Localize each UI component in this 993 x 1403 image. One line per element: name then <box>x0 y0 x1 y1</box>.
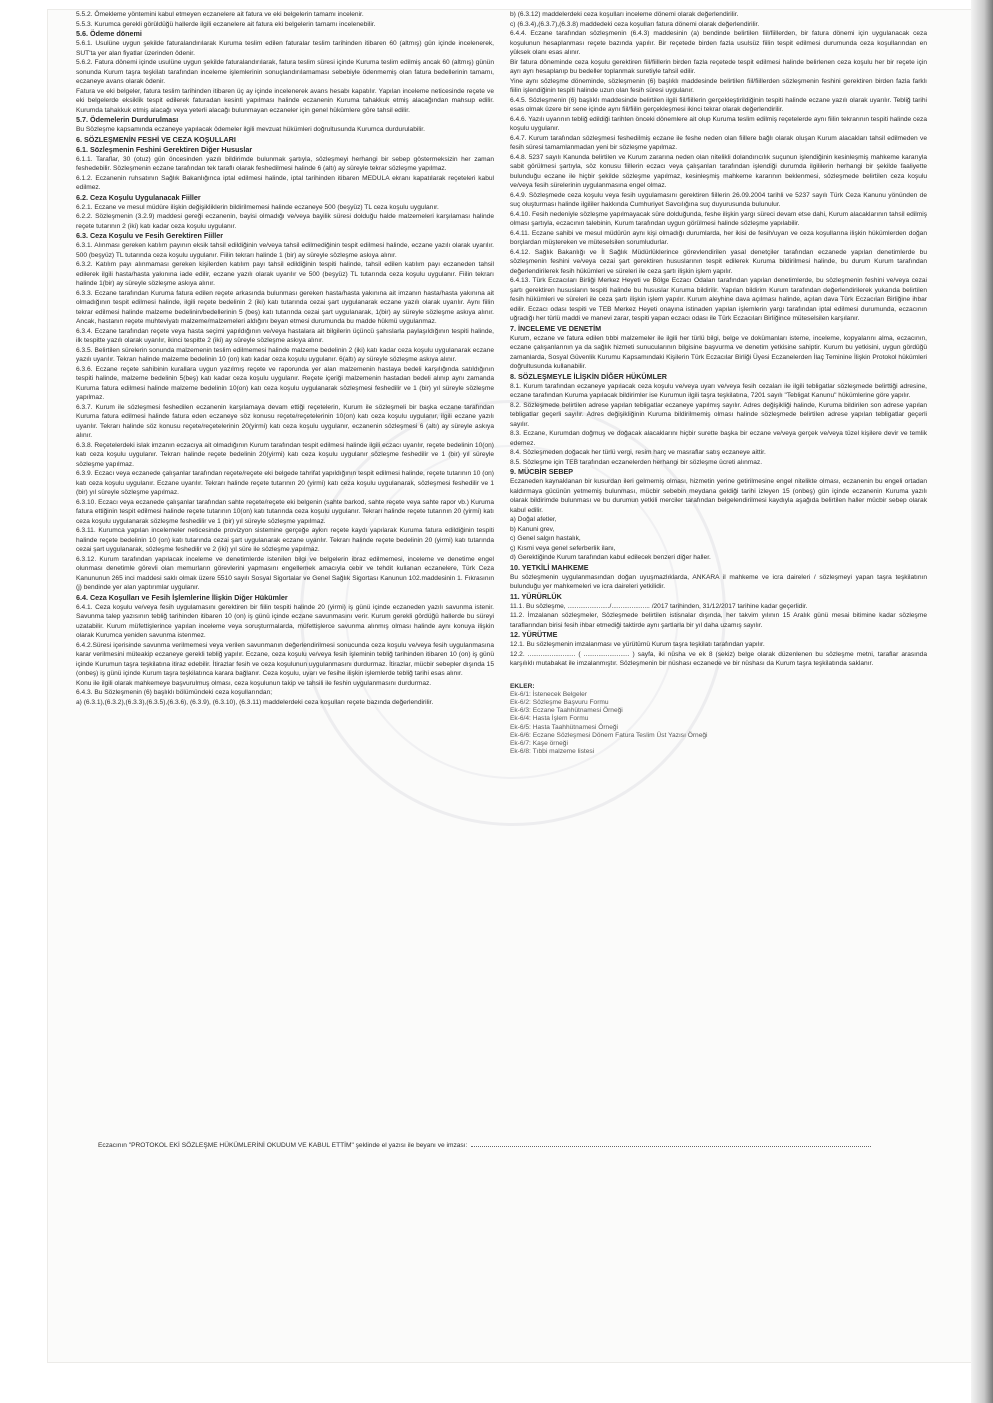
attachment-item: Ek-6/3: Eczane Taahhütnamesi Örneği <box>510 707 623 715</box>
section-heading: 7. İNCELEME VE DENETİM <box>510 323 602 333</box>
paragraph: 6.3.8. Reçetelerdeki islak imzanın eczacıya ait olmadığının Kurum tarafından tespit edilmesi halinde ilgili eczacı uyarılır, reçete bedelinin 10(on) katı ceza koşulu uygulanır. Tekrarı halinde reçete bedelinin 20(yirmi) katı ceza koşulu uygulanır sözleşme feshedilir ve 1 (bir) yıl süreyle sözleşme yapılmaz. <box>76 441 494 468</box>
paragraph: 6.4.4. Eczane tarafından sözleşmenin (6.4.3) maddesinin (a) bendinde belirtilen fiil/fiillerden, bir fatura dönemi için uygulanacak ceza koşulunun hesaplanması reçete bazında yapılır. Bir reçetede birden fazla usulsüz fiilin tespit edilmesi durumunda ceza koşullarından en yüksek olanı esas alınır. <box>510 30 927 56</box>
paragraph: 5.5.2. Ömekleme yöntemini kabul etmeyen eczanelere ait fatura ve eki belgelerin tamamı incelenir. <box>76 11 364 18</box>
paragraph: 5.6.1. Usulüne uygun şekilde faturalandırılarak Kuruma teslim edilen faturalar teslim tarihinden itibaren 60 (altmış) gün içinde incelenerek, SUT'ta yer alan fiyatlar üzerinden ödenir. <box>76 40 494 57</box>
paragraph: 6.4.9. Sözleşmede ceza koşulu veya fesih uygulamasını gerektiren fiillerin 26.09.2004 tarihli ve 5237 sayılı Türk Ceza Kanunu yönünden de suç oluşturması halinde ilgililer hakkında Cumhuriyet Savcılığına suç duyurusunda bulunulur. <box>510 191 927 208</box>
paragraph: 6.3.7. Kurum ile sözleşmesi feshedilen eczanenin karşılamaya devam ettiği reçetelerin, Kurum ile sözleşmeli bir başka eczane tarafından Kuruma fatura edilmesi halinde fatura eden eczaneye söz konusu reçete/reçetelerinin 10(on) katı ceza koşulu uygulanır, ilgili eczane yazılı uyarılır. Tekrarı halinde söz konusu reçete/reçetelerinin 20(yirmi) katı ceza koşulu uygulanır, eczanenin sözleşmesi 6 (altı) ay süreyle askıya alınır. <box>76 403 494 439</box>
section-heading: 9. MÜCBİR SEBEP <box>510 467 574 476</box>
attachments-list <box>510 683 927 757</box>
attachment-item: Ek-6/1: İstenecek Belgeler <box>510 690 587 698</box>
section-heading: 12. YÜRÜTME <box>510 630 558 639</box>
signature-declaration <box>98 1140 928 1150</box>
paragraph: b) (6.3.12) maddelerdeki ceza koşulları inceleme dönemi olarak değerlendirilir. <box>510 11 739 18</box>
paragraph: 6.2.1. Eczane ve mesul müdüre ilişkin değişikliklerin bildirilmemesi halinde eczaneye 500 (beşyüz) TL ceza koşulu uygulanır. <box>76 203 439 211</box>
paragraph: 6.2.2. Sözleşmenin (3.2.9) maddesi gereği eczanenin, bayisi olmadığı ve/veya bayilik süresi dolduğu halde malzemeleri karşılaması halinde reçete tutarının 2 (iki) katı kadar ceza koşulu uygulanır. <box>76 213 494 230</box>
paragraph: 6.4.10. Fesih nedeniyle sözleşme yapılmayacak süre dolduğunda, feshe ilişkin yargı süreci devam etse dahi, Kurum alacaklarının tahsil edilmiş olması şartıyla, eczacının talebinin, Kurum tarafından uygun görülmesi halinde sözleşme yapılabilir. <box>510 210 927 227</box>
attachment-item: Ek-6/2: Sözleşme Başvuru Formu <box>510 698 609 706</box>
paragraph: 6.4.7. Kurum tarafından sözleşmesi feshedilmiş eczane ile feshe neden olan fiillere bağlı olarak oluşan Kurum alacakları tahsil edilmeden ve fesih süresi tamamlanmadan yeni bir sözleşme yapılmaz. <box>510 134 927 151</box>
paragraph: 6.4.1. Ceza koşulu ve/veya fesih uygulamasını gerektiren bir fiilin tespiti halinde 20 (yirmi) iş günü içinde eczaneden yazılı savunma istenir. Savunma talep yazısının tebliğ tarihinden itibaren 10 (on) iş günü içinde eczane savunmasını verir. Kurum gerekli gördüğü hallerde bu süreyi uzatabilir. Kurum müfettişlerince yapılan inceleme veya soruşturmalarda, müfettişlerce savunma alınmış olması halinde aynı konuya ilişkin olarak Kurumca yeniden savunma istenmez. <box>76 603 494 639</box>
paragraph: 6.3.2. Katılım payı alınmaması gereken kişilerden katılım payı tahsil edildiğinin tespiti halinde, tahsil edilen katılım payı eczaneden tahsil edilerek ilgili hasta/hasta yakınına iade edilir, eczane yazılı olarak uyarılır ve 500 (beşyüz) TL tutarında ceza koşulu uygulanır. Fiilin tekrarı halinde 1(bir) ay süreyle sözleşme askıya alınır. <box>76 261 494 287</box>
attachment-item: Ek-6/7: Kaşe örneği <box>510 739 568 747</box>
paragraph: 6.4.2.Süresi içerisinde savunma verilmemesi veya verilen savunmanın değerlendirilmesi sonucunda ceza koşulu ve/veya fesih uygulanmasına karar verilmesini müteakip eczaneye gerekli tebliğ yapılır. Eczane, ceza koşulu ve/veya fesih işleminin tebliğ tarihinden itibaren 10 (on) iş günü içinde Kurumun taşra teşkilatına itiraz edebilir. İtirazlar fesih ve ceza koşulunun uygulanmasını durdurmaz. İtirazlar, mücbir sebepler dışında 15 (onbeş) iş günü içinde Kurum taşra teşkilatınca karara bağlanır. Ceza koşulu, uyarı ve fesihe ilişkin işlemlerde tebliğ tarihi esas alınır. <box>76 641 494 677</box>
section-heading: 10. YETKİLİ MAHKEME <box>510 562 589 572</box>
paragraph: 6.3.12. Kurum tarafından yapılacak inceleme ve denetimlerde istenilen bilgi ve belgelerin ibraz edilmemesi, inceleme ve denetime engel olunması denetimle görevli olan memurların görevlerini yapmasını engellemek amacıyla cebir ve tehdit kullanan eczanelere, Türk Ceza Kanununun 265 inci maddesi saklı olmak üzere 5510 sayılı Sosyal Sigortalar ve Genel Sağlık Sigortası Kanunun 102.maddesinin 1. Fıkrasının (j) bendinde yer alan yaptırımlar uygulanır. <box>76 555 494 591</box>
paragraph: Yine aynı sözleşme döneminde, sözleşmenin (6) başlıklı maddesinde belirtilen fiil/fiillerden sözleşmenin feshini gerektiren birden fazla farklı fiilin işlendiğinin tespiti halinde uzun olan fesih süresi uygulanır. <box>510 77 927 94</box>
paragraph: 8.4. Sözleşmeden doğacak her türlü vergi, resim harç ve masraflar satış eczaneye aittir. <box>510 449 766 456</box>
attachment-item: Ek-6/4: Hasta İşlem Formu <box>510 715 589 723</box>
paragraph: 6.4.13. Türk Eczacıları Birliği Merkez Heyeti ve Bölge Eczacı Odaları tarafından yapılan denetimlerde, bu sözleşmenin feshini ve/veya cezai şartı gerektiren hususların tespiti halinde bu hususlar Kuruma bildirilir. Yapılan bildirim Kurum tarafından değerlendirilerek yukarıda belirtilen fesih hükümleri ve süreleri ile ceza şartı ilişkin işlem yapılır. Kurum aleyhine dava açılması halinde, açılan dava Türk Eczacıları Birliğine ihbar edilir. Eczacı odası tespiti ve TEB Merkez Heyeti onayına istinaden yapılan işlemlerin yargı tarafından iptal edilmesi durumunda, eczacının uğradığı her türlü maddi ve manevi zarar, tespiti yapan eczacı odası ile Türk Eczacıları Birliğince müteselsilen karşılanır. <box>510 277 927 322</box>
paragraph: 11.1. Bu sözleşme, ......................./..................... /2017 tarihinden, 31/12/2017 tarihine kadar geçerlidir. <box>510 602 808 610</box>
right-column-body <box>510 10 927 669</box>
paragraph: 6.3.1. Alınması gereken katılım payının eksik tahsil edildiğinin ve/veya tahsil edilmediğinin tespit edilmesi halinde, eczane yazılı olarak uyarılır. 500 (beşyüz) TL tutarında ceza koşulu uygulanır. Fiilin tekrarı halinde 1 (bir) ay süreyle sözleşme askıya alınır. <box>76 242 494 259</box>
paragraph: 6.4.5. Sözleşmenin (6) başlıklı maddesinde belirtilen ilgili fiil/fiillerin gerçekleştirildiğinin tespiti halinde eczane yazılı olarak uyarılır. Tebliğ tarihi esas olmak üzere bir sene içinde aynı fiil/fiilin gerçekleşmesi ikinci tekrar olarak değerlendirilir. <box>510 96 927 113</box>
section-heading: 6.2. Ceza Koşulu Uygulanacak Fiiller <box>76 192 201 202</box>
paragraph: c) Genel salgın hastalık, <box>510 535 581 542</box>
section-heading: 6.1. Sözleşmenin Feshini Gerektiren Diğer Hususlar <box>76 144 253 154</box>
section-heading: 6.4. Ceza Koşulları ve Fesih İşlemlerine İlişkin Diğer Hükümler <box>76 592 288 602</box>
paragraph: 6.4.12. Sağlık Bakanlığı ve İl Sağlık Müdürlüklerince görevlendirilen yasal denetçiler tarafından eczanede yapılan denetimlerde bu sözleşmenin feshini ve/veya cezai şart gerektiren hususlarının tespit edilerek Kuruma bildirilmesi halinde, bu durum Kurum tarafından değerlendirilerek fesih hükümleri ve süreleri ile ceza şartı ilişkin işlem yapılır. <box>510 248 927 275</box>
paragraph: 6.3.10. Eczacı veya eczanede çalışanlar tarafından sahte reçete/reçete eki belgenin (sahte barkod, sahte reçete veya sahte rapor vb.) Kuruma fatura ettiğinin tespit edilmesi halinde reçete tutarının 10(on) katı tutarında ceza koşulu uygulanır. Tekrarı halinde reçete tutarının 20 (yirmi) katı ceza koşulu uygulanarak sözleşme feshedilir ve 1 (bir) yıl süreyle sözleşme yapılmaz. <box>76 498 494 525</box>
declaration-text: Eczacının "PROTOKOL EKİ SÖZLEŞME HÜKÜMLERİNİ OKUDUM VE KABUL ETTİM" şeklinde el yazısı ile beyanı ve imzası: <box>98 1142 468 1149</box>
paragraph: c) (6.3.4),(6.3.7),(6.3.8) maddedeki ceza koşulları fatura dönemi olarak değerlendirilir. <box>510 20 760 28</box>
paragraph: 6.3.9. Eczacı veya eczanede çalışanlar tarafından reçete/reçete eki belgede tahrifat yapıldığının tespit edilmesi halinde, reçete tutarının 10 (on) katı ceza koşulu uygulanır. Eczane uyarılır. Tekrarı halinde reçete tutarının 20 (yirmi) katı ceza koşulu uygulanarak, sözleşmesi feshedilir ve 1 (bir) yıl süreyle sözleşme yapılmaz. <box>76 470 494 496</box>
paragraph: a) (6.3.1),(6.3.2),(6.3.3),(6.3.5),(6.3.6), (6.3.9), (6.3.10), (6.3.11) maddelerdeki ceza koşulları reçete bazında değerlendirilir. <box>76 698 434 706</box>
paragraph: Eczaneden kaynaklanan bir kusurdan ileri gelmemiş olması, hizmetin yerine getirilmesine engel nitelikte olması, eczanenin bu engeli ortadan kaldırmaya gücünün yetmemiş bulunması, mücbir sebebin meydana geldiği tarihi izleyen 15 (onbeş) gün içinde eczanenin Kuruma yazılı olarak bildirimde bulunması ve bu durumun yetkili merciler tarafından belgelendirilmesi kaydıyla aşağıda belirtilen haller mücbir sebep olarak kabul edilir. <box>510 478 927 514</box>
section-heading: 5.7. Ödemelerin Durdurulması <box>76 115 179 124</box>
paragraph: 11.2. İmzalanan sözleşmeler, Sözleşmede belirtilen istisnalar dışında, her takvim yılının 15 Aralık günü mesai bitimine kadar sözleşme taraflarından birisi fesih ihbar etmediği taktirde aynı şartlarla bir yıl daha uzamış sayılır. <box>510 612 927 629</box>
paragraph: 6.4.11. Eczane sahibi ve mesul müdürün aynı kişi olmadığı durumlarda, her ikisi de fesih/uyarı ve ceza koşullarına ilişkin hükümlerden doğan borçlardan müştereken ve müteselsilen sorumludurlar. <box>510 229 927 246</box>
attachment-item: Ek-6/8: Tıbbi malzeme listesi <box>510 748 595 756</box>
paragraph: 5.6.2. Fatura dönemi içinde usulüne uygun şekilde faturalandırılarak, fatura teslim süresi içinde Kuruma teslim edilmiş ancak 60 (altmış) günün sonunda Kurum taşra teşkilatı tarafından inceleme işlemlerinin sonuçlandırılamaması sebebiyle ödenmemiş olan fatura bedellerinin tamamı, eczaneye avans olarak ödenir. <box>76 59 494 85</box>
paragraph: 8.1. Kurum tarafından eczaneye yapılacak ceza koşulu ve/veya uyarı ve/veya fesih cezaları ile ilgili tebligatlar sözleşmede belirttiği adresine, eczane tarafından Kuruma yapılacak bildirimler ise Kurumun ilgili taşra teşkilatına, 7201 sayılı "Tebligat Kanunu" hükümlerine göre yapılır. <box>510 382 927 399</box>
paragraph: b) Kanuni grev, <box>510 525 555 533</box>
attachment-item: Ek-6/6: Eczane Sözleşmesi Dönem Fatura Teslim Üst Yazısı Örneği <box>510 731 708 739</box>
paragraph: 6.3.4. Eczane tarafından reçete veya hasta seçimi yapıldığının ve/veya hastalara ait bilgilerin üçüncü şahıslarla paylaşıldığının tespiti halinde, ilk tespitte yazılı olarak uyarılır, ikinci tespitte 2 (iki) ay süreyle sözleşme askıya alınır. <box>76 327 494 344</box>
paragraph: 12.1. Bu sözleşmenin imzalanması ve yürütümü Kurum taşra teşkilatı tarafından yapılır. <box>510 641 765 648</box>
paragraph: Bu sözleşmenin uygulanmasından doğan uyuşmazlıklarda, ANKARA il mahkeme ve icra daireleri / sözleşmeyi yapan taşra teşkilatının bulunduğu yer mahkemeleri ve icra daireleri yetkilidir. <box>510 573 927 590</box>
paragraph: 8.3. Eczane, Kurumdan doğmuş ve doğacak alacaklarını hiçbir surette başka bir eczane ve/veya gerçek ve/veya tüzel kişilere devir ve temlik edemez. <box>510 430 927 447</box>
paragraph: 6.1.2. Eczanenin ruhsatının Sağlık Bakanlığınca iptal edilmesi halinde, iptal tarihinden itibaren MEDULA ekranı kapatılarak reçeteleri kabul edilmez. <box>76 174 494 191</box>
section-heading: 6. SÖZLEŞMENİN FESHİ VE CEZA KOŞULLARI <box>76 134 236 144</box>
section-heading: 5.6. Ödeme dönemi <box>76 29 142 38</box>
paragraph: 6.3.6. Eczane reçete sahibinin kurallara uygun yazılmış reçete ve raporunda yer alan malzemenin hastaya bedeli karşılığında satıldığının tespiti halinde, malzeme bedelinin 5(beş) katı kadar ceza koşulu uygulanır. Reçete içeriği malzemenin hastadan bedeli alınıp aynı zamanda Kuruma fatura edilmesi halinde malzeme bedelinin 10(on) katı ceza koşulu uygulanarak sözleşmesi feshedilir ve 1 (bir) yıl süreyle sözleşme yapılmaz. <box>76 365 494 401</box>
paragraph: ç) Kısmi veya genel seferberlik ilanı, <box>510 544 616 552</box>
paragraph: Bu Sözleşme kapsamında eczaneye yapılacak ödemeler ilgili mevzuat hükümleri doğrultusunda Kurumca durdurulabilir. <box>76 126 425 133</box>
section-heading: 8. SÖZLEŞMEYLE İLİŞKİN DİĞER HÜKÜMLER <box>510 371 667 381</box>
paragraph: a) Doğal afetler, <box>510 516 557 523</box>
paragraph: 6.4.8. 5237 sayılı Kanunda belirtilen ve Kurum zararına neden olan nitelikli dolandırıcılık suçunun işlendiğinin kesinleşmiş mahkeme kararıyla sabit görülmesi şartıyla, söz konusu fiillerin eczacı veya çalışanları tarafından işlendiği durumda ilgililerin herhangi bir şekilde faaliyette bulunduğu eczane ile hiçbir şekilde sözleşme yapılmaz, kesinleşmiş mahkeme kararının beklenmesi, sözleşmede belirtilen ceza koşulu ve/veya fesih sürelerinin uygulanmasına engel olmaz. <box>510 153 927 189</box>
paragraph: d) Gerektiğinde Kurum tarafından kabul edilecek benzeri diğer haller. <box>510 554 711 561</box>
attachment-item: Ek-6/5: Hasta Taahhütnamesi Örneği <box>510 723 619 731</box>
paragraph: 6.3.11. Kurumca yapılan incelemeler neticesinde provizyon sistemine gerçeğe aykırı reçete kaydı yapılarak Kuruma fatura edildiğinin tespiti halinde reçete bedelinin 10 (on) katı tutarında cezai şart uygulanarak eczane uyarılır. Tekrarı halinde reçete bedelinin 20 (yirmi) katı tutarında cezai şart uygulanarak, sözleşme feshedilir ve 2 (iki) yıl süre ile sözleşme yapılmaz. <box>76 527 494 553</box>
paragraph: Bir fatura döneminde ceza koşulu gerektiren fiil/fiillerin birden fazla reçetede tespit edilmesi halinde belirlenen ceza koşulu her bir reçete için ayrı ayrı hesaplanıp bu bedeller toplanmak suretiyle tahsil edilir. <box>510 58 927 75</box>
paragraph: Konu ile ilgili olarak mahkemeye başvurulmuş olması, ceza koşulunun takip ve tahsili ile feshin uygulanmasını durdurmaz. <box>76 679 432 687</box>
paragraph: 6.4.3. Bu Sözleşmenin (6) başlıklı bölümündeki ceza koşullarından; <box>76 689 273 696</box>
signature-line <box>471 1140 871 1147</box>
section-heading: 11. YÜRÜRLÜK <box>510 591 562 601</box>
paragraph: Fatura ve eki belgeler, fatura teslim tarihinden itibaren üç ay içinde incelenerek avans hesabı kapatılır. Yapılan inceleme neticesinde reçete ve eki belgelerde eksiklik tespit edilerek faturadan kesinti yapılması halinde eczanenin Kuruma tahakkuk etmiş alacağından mahsup edilir. Kurumda tahakkuk etmiş alacağı veya yeterli alacağı bulunmayan eczaneler için genel hükümlere göre tahsil edilir. <box>76 87 494 114</box>
attachments-title: EKLER: <box>510 682 535 690</box>
paragraph: 6.3.5. Belirtilen sürelerin sonunda malzemenin teslim edilmemesi halinde malzeme bedelinin 2 (iki) katı kadar ceza koşulu uygulanarak eczane yazılı uyarılır. Tekrarı halinde malzeme bedelinin 10 (on) katı kadar ceza koşulu uygulanır. 6(altı) ay süreyle sözleşme askıya alınır. <box>76 346 494 363</box>
section-heading: 6.3. Ceza Koşulu ve Fesih Gerektiren Fiiller <box>76 231 223 240</box>
paragraph: 6.3.3. Eczane tarafından Kuruma fatura edilen reçete arkasında bulunması gereken hasta/hasta yakınına ait imzanın hasta/hasta yakınına ait olmadığının tespit edilmesi halinde, ilgili reçete bedelinin 2 (iki) katı tutarında cezai şart uygulanarak eczane yazılı olarak uyarılır. Aynı fiilin tekrar edilmesi halinde malzeme bedelinin/bedellerinin 5 (beş) katı tutarında cezai şart uygulanarak, 1(bir) ay süreyle sözleşme askıya alınır. Ancak, hastanın reçete muhteviyatı malzeme/malzemeleri aldığını beyan etmesi durumunda bu madde hükmü uygulanmaz. <box>76 289 494 325</box>
paragraph: 8.5. Sözleşme için TEB tarafından eczanelerden herhangi bir sözleşme ücreti alınmaz. <box>510 458 763 466</box>
paragraph: 6.1.1. Taraflar, 30 (otuz) gün öncesinden yazılı bildirimde bulunmak şartıyla, sözleşmeyi herhangi bir sebep göstermeksizin her zaman feshedebilir. Sözleşmenin eczane tarafından tek taraflı olarak feshedilmesi halinde 6 (altı) ay süreyle tekrar sözleşme yapılmaz. <box>76 155 494 172</box>
paragraph: 5.5.3. Kurumca gerekli görüldüğü hallerde ilgili eczanelere ait fatura eki belgelerin tamamı incelenebilir. <box>76 20 376 28</box>
page-edge-shadow <box>971 0 993 1403</box>
left-column <box>76 10 494 707</box>
paragraph: 8.2. Sözleşmede belirtilen adrese yapılan tebligatlar eczaneye yapılmış sayılır. Adres değişikliği halinde, Kuruma bildirilen son adrese yapılan tebligatlar geçerli sayılır. Adres değişikliğinin Kuruma bildirilmemiş olması halinde sözleşmede belirtilen adrese yapılan tebligatlar geçerli sayılır. <box>510 401 927 428</box>
paragraph: Kurum, eczane ve fatura edilen tıbbi malzemeler ile ilgili her türlü bilgi, belge ve dokümanları isteme, inceleme, kopyalarını alma, eczacının, eczane çalışanlarının ya da sağlık hizmeti sunucularının bilgisine başvurma ve denetim yetkisine sahiptir. Kurum bu yetkisini, uygun gördüğü zamanlarda, Sosyal Güvenlik Kurumu Kapsamındaki Kişilerin Türk Eczacılar Birliği Üyesi Eczanelerden İlaç Teminine İlişkin Protokol hükümleri doğrultusunda kullanabilir. <box>510 334 927 370</box>
paragraph: 6.4.6. Yazılı uyarının tebliğ edildiği tarihten önceki dönemlere ait olup Kuruma teslim edilmiş reçetelerde aynı fiilin tekrarının tespiti halinde ceza koşulu uygulanır. <box>510 115 927 132</box>
right-column <box>510 10 927 756</box>
paragraph: 12.2. .......................... ( ......................... ) sayfa, iki nüsha ve ek 8 (sekiz) belge olarak düzenlenen bu sözleşme metni, taraflar arasında karşılıklı mutabakat ile imzalanmıştır. Sözleşmenin bir nüshası eczanede ve bir nüshası da Kurum taşra teşkilatında saklanır. <box>510 650 927 667</box>
